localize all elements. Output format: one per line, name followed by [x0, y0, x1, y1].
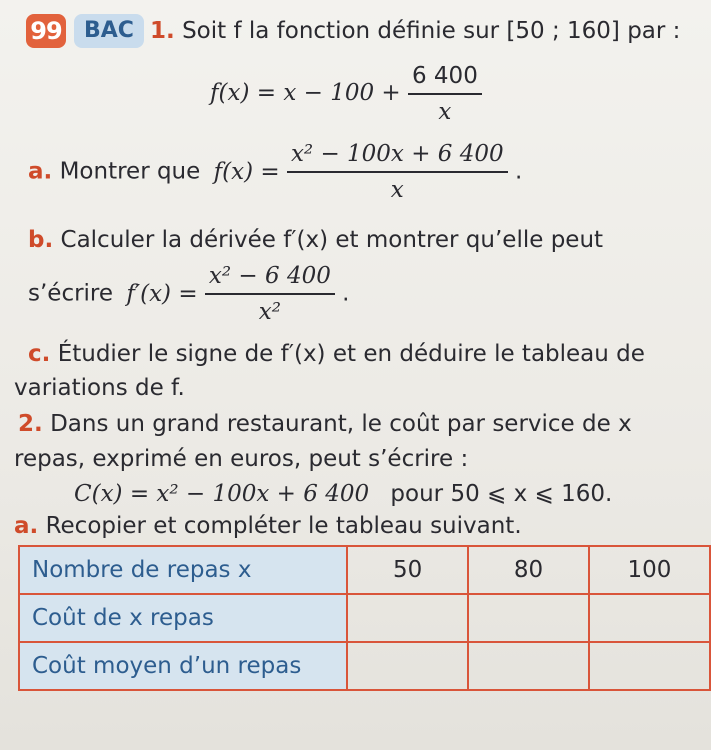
q1-formula-fraction: [408, 62, 482, 126]
q2-condition: pour 50 ⩽ x ⩽ 160.: [390, 481, 613, 507]
table-cell: [347, 594, 468, 642]
bac-tag-badge: BAC: [74, 14, 144, 48]
q1-intro-text: Soit f la fonction définie sur [50 ; 160] par :: [182, 18, 681, 44]
q1-formula: [210, 62, 482, 126]
table-cell: [347, 642, 468, 690]
exercise-number-badge: 99: [26, 14, 66, 48]
q2-text-line1: Dans un grand restaurant, le coût par service de x: [50, 411, 632, 437]
q1a-denominator: x: [390, 177, 404, 203]
q1b-fraction: [205, 262, 335, 326]
q1-formula-denominator: x: [438, 99, 452, 125]
q1c-line2: variations de f.: [14, 375, 185, 401]
table-row: [19, 546, 710, 594]
q1a-end: .: [514, 158, 523, 185]
q2a: [14, 512, 522, 540]
table-row: [19, 594, 710, 642]
q1a-numerator: x² − 100x + 6 400: [287, 140, 508, 173]
q2a-label: a.: [14, 513, 39, 539]
table-cell: 80: [468, 546, 589, 594]
q1a: [28, 140, 522, 204]
q1b-text: s’écrire: [28, 280, 114, 307]
table-cell: [468, 642, 589, 690]
q2-formula: C(x) = x² − 100x + 6 400: [74, 481, 370, 507]
table-cell: 50: [347, 546, 468, 594]
table-cell: [589, 594, 710, 642]
q1b-text-line1: Calculer la dérivée f′(x) et montrer qu’elle peut: [60, 227, 604, 253]
q1b-line1: [28, 226, 603, 254]
q1-formula-lhs: f(x) = x − 100 +: [210, 80, 401, 106]
q1a-fraction: [287, 140, 508, 204]
q1b-label: b.: [28, 227, 54, 253]
q1c-text-line1: Étudier le signe de f′(x) et en déduire le tableau de: [57, 341, 645, 367]
table-row-header: Coût moyen d’un repas: [19, 642, 347, 690]
table-row: [19, 642, 710, 690]
q2-line1: [18, 410, 632, 438]
q1-number: 1.: [150, 18, 175, 44]
q2-formula-line: [74, 480, 612, 508]
q1c-line1: [28, 340, 645, 368]
table-row-header: Coût de x repas: [19, 594, 347, 642]
table-cell: [468, 594, 589, 642]
q1b-lhs: f′(x) =: [126, 280, 198, 307]
q1c-label: c.: [28, 341, 51, 367]
table-cell: [589, 642, 710, 690]
q1b-end: .: [342, 280, 350, 307]
q1b-numerator: x² − 6 400: [205, 262, 335, 295]
q2a-text: Recopier et compléter le tableau suivant.: [45, 513, 522, 539]
q1a-text: Montrer que: [59, 158, 201, 185]
table-row-header: Nombre de repas x: [19, 546, 347, 594]
q1-intro: [150, 17, 680, 45]
cost-table: [18, 545, 711, 691]
table-cell: 100: [589, 546, 710, 594]
q1b-line2: [28, 262, 349, 326]
q2-line2: repas, exprimé en euros, peut s’écrire :: [14, 446, 469, 472]
q1b-denominator: x²: [258, 299, 281, 325]
q1-formula-numerator: 6 400: [408, 62, 482, 95]
q1a-lhs: f(x) =: [213, 158, 280, 185]
q2-number: 2.: [18, 411, 43, 437]
q1a-label: a.: [28, 158, 53, 185]
